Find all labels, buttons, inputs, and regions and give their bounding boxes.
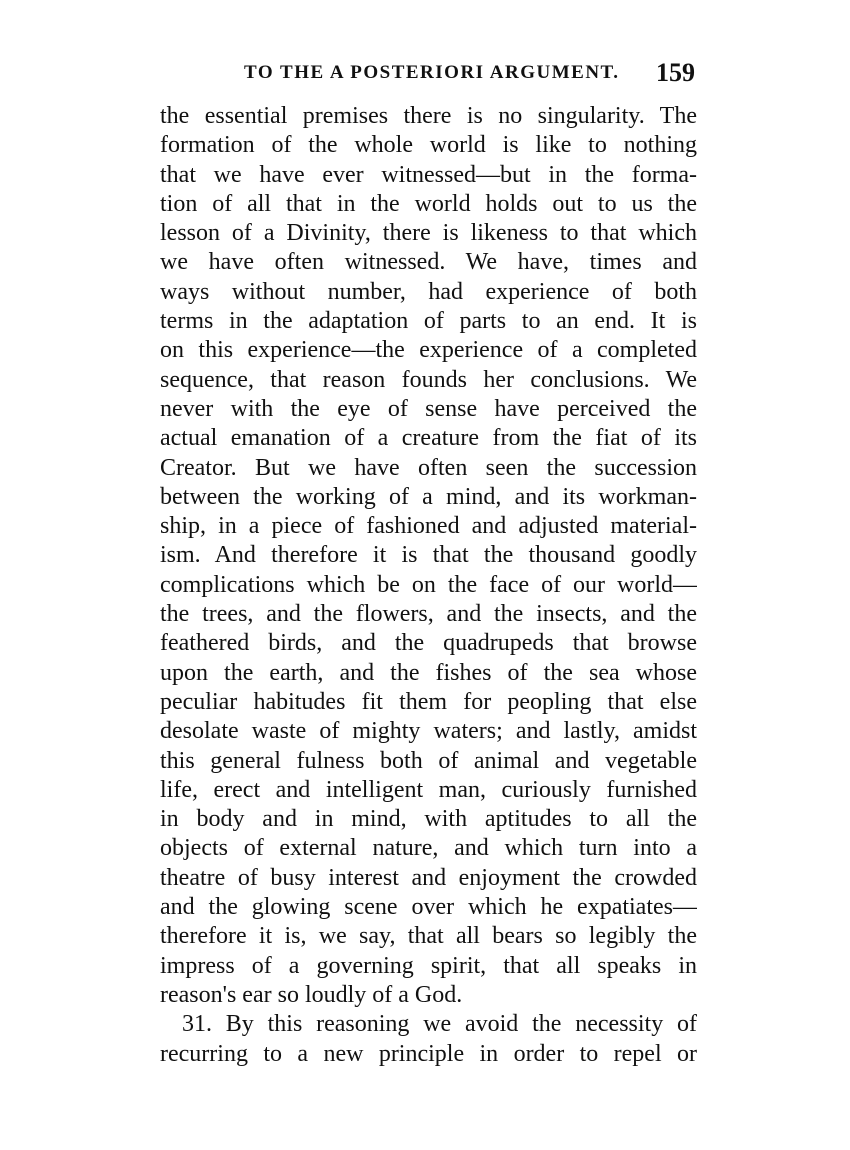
text-line: ship, in a piece of fashioned and adjusted material- <box>160 513 697 540</box>
text-line: between the working of a mind, and its workman- <box>160 483 697 510</box>
text-line: upon the earth, and the fishes of the sea whose <box>160 659 697 686</box>
text-line: terms in the adaptation of parts to an end. It is <box>160 308 697 335</box>
text-line: actual emanation of a creature from the fiat of its <box>160 425 697 452</box>
text-line: tion of all that in the world holds out to us the <box>160 190 697 217</box>
running-header <box>160 58 695 90</box>
text-line: theatre of busy interest and enjoyment the crowded <box>160 864 697 891</box>
text-line: this general fulness both of animal and vegetable <box>160 747 697 774</box>
running-title: TO THE A POSTERIORI ARGUMENT. <box>244 62 620 83</box>
text-line: the trees, and the flowers, and the insects, and the <box>160 601 697 628</box>
text-line: feathered birds, and the quadrupeds that browse <box>160 630 697 657</box>
text-line: therefore it is, we say, that all bears so legibly the <box>160 923 697 950</box>
text-line: in body and in mind, with aptitudes to all the <box>160 806 697 833</box>
text-line: impress of a governing spirit, that all speaks in <box>160 952 697 979</box>
text-line: recurring to a new principle in order to repel or <box>160 1040 697 1067</box>
text-line: reason's ear so loudly of a God. <box>160 981 463 1008</box>
body-text <box>160 102 697 1069</box>
text-line: that we have ever witnessed—but in the forma- <box>160 161 697 188</box>
text-line: sequence, that reason founds her conclusions. We <box>160 366 697 393</box>
text-line: lesson of a Divinity, there is likeness to that which <box>160 220 697 247</box>
text-line: formation of the whole world is like to nothing <box>160 132 697 159</box>
text-line: desolate waste of mighty waters; and lastly, amidst <box>160 718 697 745</box>
text-line: 31. By this reasoning we avoid the necessity of <box>182 1011 697 1038</box>
page-number: 159 <box>656 58 695 87</box>
text-line: ism. And therefore it is that the thousand goodly <box>160 542 697 569</box>
text-line: the essential premises there is no singularity. The <box>160 103 697 129</box>
text-line: ways without number, had experience of both <box>160 278 697 305</box>
text-line: peculiar habitudes fit them for peopling that else <box>160 688 697 715</box>
text-line: complications which be on the face of our world— <box>160 571 697 598</box>
text-line: objects of external nature, and which turn into a <box>160 835 697 862</box>
text-line: we have often witnessed. We have, times and <box>160 249 697 276</box>
text-line: Creator. But we have often seen the succession <box>160 454 697 481</box>
text-line: life, erect and intelligent man, curiously furnished <box>160 776 697 803</box>
text-line: never with the eye of sense have perceived the <box>160 395 697 422</box>
text-line: on this experience—the experience of a completed <box>160 337 697 364</box>
text-line: and the glowing scene over which he expatiates— <box>160 894 697 921</box>
